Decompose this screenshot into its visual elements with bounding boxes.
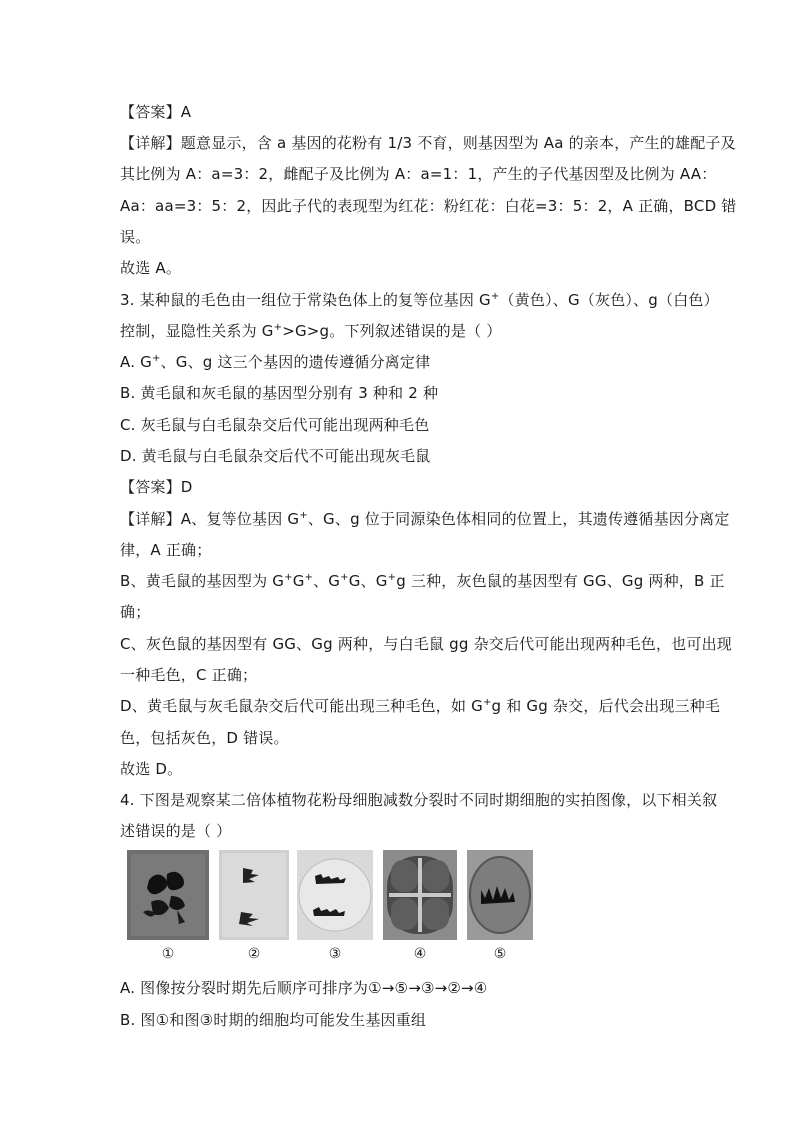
q3-stem-line-1 (120, 290, 719, 310)
q3-detail-b-5: g 三种，灰色鼠的基因型有 GG、Gg 两种，B 正 (396, 572, 725, 590)
figure-label-5: ⑤ (493, 946, 507, 962)
figure-label-3: ③ (328, 946, 342, 962)
q3-detail-c-line-2: 一种毛色，C 正确； (120, 666, 258, 684)
q3-conclusion: 故选 D。 (120, 760, 183, 778)
micrograph-figure-row (127, 850, 537, 965)
q3-option-b: B. 黄毛鼠和灰毛鼠的基因型分别有 3 种和 2 种 (120, 384, 439, 402)
q3-stem-1a: 3. 某种鼠的毛色由一组位于常染色体上的复等位基因 G (120, 291, 491, 309)
q2-detail-line-3: Aa：aa=3：5：2，因此子代的表现型为红花：粉红花：白花=3：5：2，A 正确，BCD 错 (120, 197, 737, 215)
figure-label-2: ② (247, 946, 261, 962)
q3-option-d: D. 黄毛鼠与白毛鼠杂交后代不可能出现灰毛鼠 (120, 447, 431, 465)
q3-detail-a-line-1 (120, 509, 730, 529)
superscript-plus: + (490, 291, 500, 302)
q3-detail-b-2: G (292, 572, 305, 590)
q2-answer: 【答案】A (120, 103, 192, 121)
q3-detail-b-line-2: 确； (120, 603, 151, 621)
superscript-plus: + (340, 572, 349, 583)
superscript-plus: + (284, 572, 293, 583)
q2-detail-line-4: 误。 (120, 228, 151, 246)
q3-answer: 【答案】D (120, 478, 193, 496)
q4-option-b: B. 图①和图③时期的细胞均可能发生基因重组 (120, 1011, 427, 1029)
q3-detail-b-1: B、黄毛鼠的基因型为 G (120, 572, 285, 590)
q4-option-a: A. 图像按分裂时期先后顺序可排序为①→⑤→③→②→④ (120, 979, 488, 997)
q3-option-a-2: 、G、g 这三个基因的遗传遵循分离定律 (160, 353, 431, 371)
q3-detail-d-line-2: 色，包括灰色，D 错误。 (120, 729, 289, 747)
micrograph-5 (467, 850, 533, 940)
q4-stem-line-1: 4. 下图是观察某二倍体植物花粉母细胞减数分裂时不同时期细胞的实拍图像，以下相关叙 (120, 791, 718, 809)
q3-option-c: C. 灰毛鼠与白毛鼠杂交后代可能出现两种毛色 (120, 416, 430, 434)
superscript-plus: + (482, 697, 492, 708)
q3-detail-a-2: 、G、g 位于同源染色体相同的位置上，其遗传遵循基因分离定 (307, 510, 730, 528)
q2-detail-line-2: 其比例为 A：a=3：2，雌配子及比例为 A：a=1：1，产生的子代基因型及比例为 AA： (120, 165, 717, 183)
figure-label-1: ① (161, 946, 175, 962)
q3-detail-c-line-1: C、灰色鼠的基因型有 GG、Gg 两种，与白毛鼠 gg 杂交后代可能出现两种毛色，也可出现 (120, 635, 732, 653)
micrograph-1 (127, 850, 209, 940)
q3-detail-a-line-2: 律，A 正确； (120, 541, 212, 559)
q3-stem-2a: 控制，显隐性关系为 G (120, 322, 274, 340)
q3-option-a (120, 352, 430, 372)
q3-stem-line-2 (120, 321, 501, 341)
q3-option-a-1: A. G (120, 353, 152, 371)
q2-conclusion: 故选 A。 (120, 259, 182, 277)
q4-stem-line-2: 述错误的是（ ） (120, 822, 232, 840)
superscript-plus: + (273, 322, 283, 333)
q3-detail-b-line-1 (120, 571, 725, 591)
q3-stem-2b: >G>g。下列叙述错误的是（ ） (282, 322, 502, 340)
q3-detail-d-line-1 (120, 696, 720, 716)
micrograph-2 (219, 850, 289, 940)
superscript-plus: + (387, 572, 397, 583)
q3-detail-d-1a: D、黄毛鼠与灰毛鼠杂交后代可能出现三种毛色，如 G (120, 697, 483, 715)
q3-detail-a-1: 【详解】A、复等位基因 G (120, 510, 300, 528)
micrograph-4 (383, 850, 457, 940)
q3-detail-d-1b: g 和 Gg 杂交，后代会出现三种毛 (491, 697, 721, 715)
micrograph-3 (297, 850, 373, 940)
q3-stem-1b: （黄色）、G（灰色）、g（白色） (499, 291, 719, 309)
q3-detail-b-4: G、G (348, 572, 388, 590)
superscript-plus: + (304, 572, 314, 583)
figure-label-4: ④ (413, 946, 427, 962)
superscript-plus: + (151, 353, 161, 364)
q3-detail-b-3: 、G (313, 572, 341, 590)
q2-detail-line-1: 【详解】题意显示，含 a 基因的花粉有 1/3 不育，则基因型为 Aa 的亲本，产生的雄配子及 (120, 134, 736, 152)
superscript-plus: + (299, 510, 308, 521)
